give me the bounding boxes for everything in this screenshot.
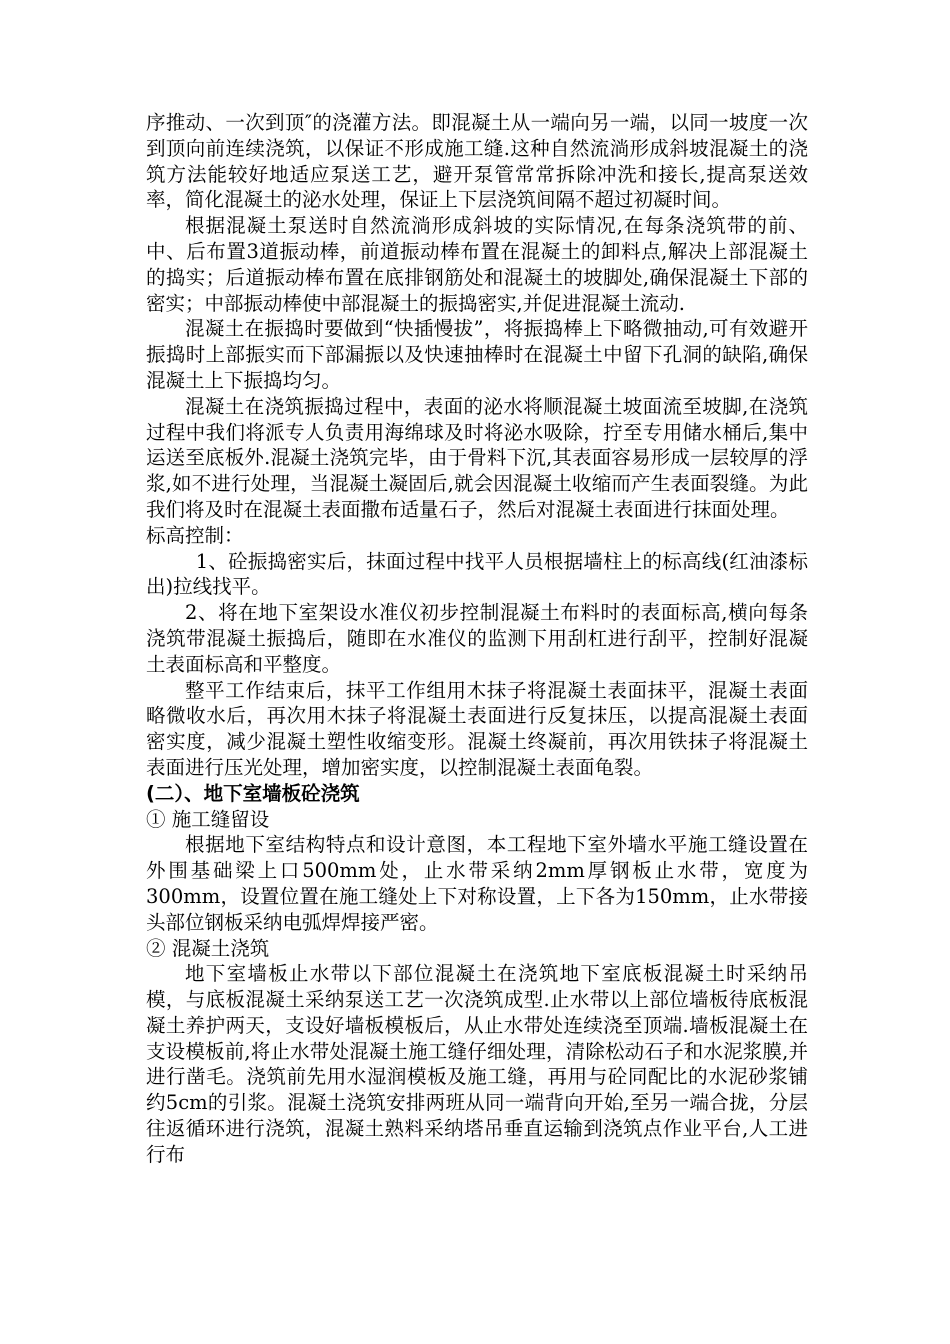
paragraph-elevation-item-2: 2、将在地下室架设水准仪初步控制混凝土布料时的表面标高,横向每条浇筑带混凝土振捣后，随即在水准仪的监测下用刮杠进行刮平，控制好混凝土表面标高和平整度。 bbox=[146, 601, 808, 676]
subheading-elevation-control: 标高控制： bbox=[146, 523, 244, 547]
paragraph-vibrator-layout: 根据混凝土泵送时自然流淌形成斜坡的实际情况,在每条浇筑带的前、中、后布置3道振动棒，前道振动棒布置在混凝土的卸料点,解决上部混凝土的捣实；后道振动棒布置在底排钢筋处和混凝土的坡脚处,确保混凝土下部的密实；中部振动棒使中部混凝土的振捣密实,并促进混凝土流动. bbox=[146, 214, 808, 315]
paragraph-wall-concrete-pouring: 地下室墙板止水带以下部位混凝土在浇筑地下室底板混凝土时采纳吊模，与底板混凝土采纳泵送工艺一次浇筑成型.止水带以上部位墙板待底板混凝土养护两天，支设好墙板模板后，从止水带处连续浇至顶端.墙板混凝土在支设模板前,将止水带处混凝土施工缝仔细处理，清除松动石子和水泥浆膜,并进行凿毛。浇筑前先用水湿润模板及施工缝，再用与砼同配比的水泥砂浆铺约5cm的引浆。混凝土浇筑安排两班从同一端背向开始,至另一端合拢，分层往返循环进行浇筑，混凝土熟料采纳塔吊垂直运输到浇筑点作业平台,人工进行布 bbox=[146, 962, 808, 1166]
paragraph-elevation-item-1: 1、砼振捣密实后，抹面过程中找平人员根据墙柱上的标高线(红油漆标出)拉线找平。 bbox=[146, 549, 808, 599]
paragraph-surface-finishing: 整平工作结束后，抹平工作组用木抹子将混凝土表面抹平，混凝土表面略微收水后，再次用木抹子将混凝土表面进行反复抹压，以提高混凝土表面密实度，减少混凝土塑性收缩变形。混凝土终凝前，再次用铁抹子将混凝土表面进行压光处理，增加密实度，以控制混凝土表面龟裂。 bbox=[146, 678, 808, 779]
paragraph-construction-joint: 根据地下室结构特点和设计意图，本工程地下室外墙水平施工缝设置在外围基础梁上口500mm处，止水带采纳2mm厚钢板止水带，宽度为300mm，设置位置在施工缝处上下对称设置，上下各为150mm，止水带接头部位钢板采纳电弧焊焊接严密。 bbox=[146, 833, 808, 934]
subheading-concrete-pouring: ② 混凝土浇筑 bbox=[146, 936, 270, 960]
section-heading-wall-pouring: (二）、地下室墙板砼浇筑 bbox=[146, 781, 360, 805]
paragraph-bleed-water: 混凝土在浇筑振捣过程中，表面的泌水将顺混凝土坡面流至坡脚,在浇筑过程中我们将派专人负责用海绵球及时将泌水吸除，拧至专用储水桶后,集中运送至底板外.混凝土浇筑完毕，由于骨料下沉,其表面容易形成一层较厚的浮浆,如不进行处理，当混凝土凝固后,就会因混凝土收缩而产生表面裂缝。为此我们将及时在混凝土表面撒布适量石子，然后对混凝土表面进行抹面处理。 bbox=[146, 394, 808, 521]
paragraph-vibration-technique: 混凝土在振捣时要做到“快插慢拔”，将振捣棒上下略微抽动,可有效避开振捣时上部振实而下部漏振以及快速抽棒时在混凝土中留下孔洞的缺陷,确保混凝土上下振捣均匀。 bbox=[146, 317, 808, 392]
document-page bbox=[146, 110, 808, 1168]
paragraph-pouring-method: 序推动、一次到顶″的浇灌方法。即混凝土从一端向另一端，以同一坡度一次到顶向前连续浇筑，以保证不形成施工缝.这种自然流淌形成斜坡混凝土的浇筑方法能较好地适应泵送工艺，避开泵管常常拆除冲洗和接长,提高泵送效率，简化混凝土的泌水处理，保证上下层浇筑间隔不超过初凝时间。 bbox=[146, 111, 808, 212]
subheading-construction-joint: ① 施工缝留设 bbox=[146, 807, 270, 831]
